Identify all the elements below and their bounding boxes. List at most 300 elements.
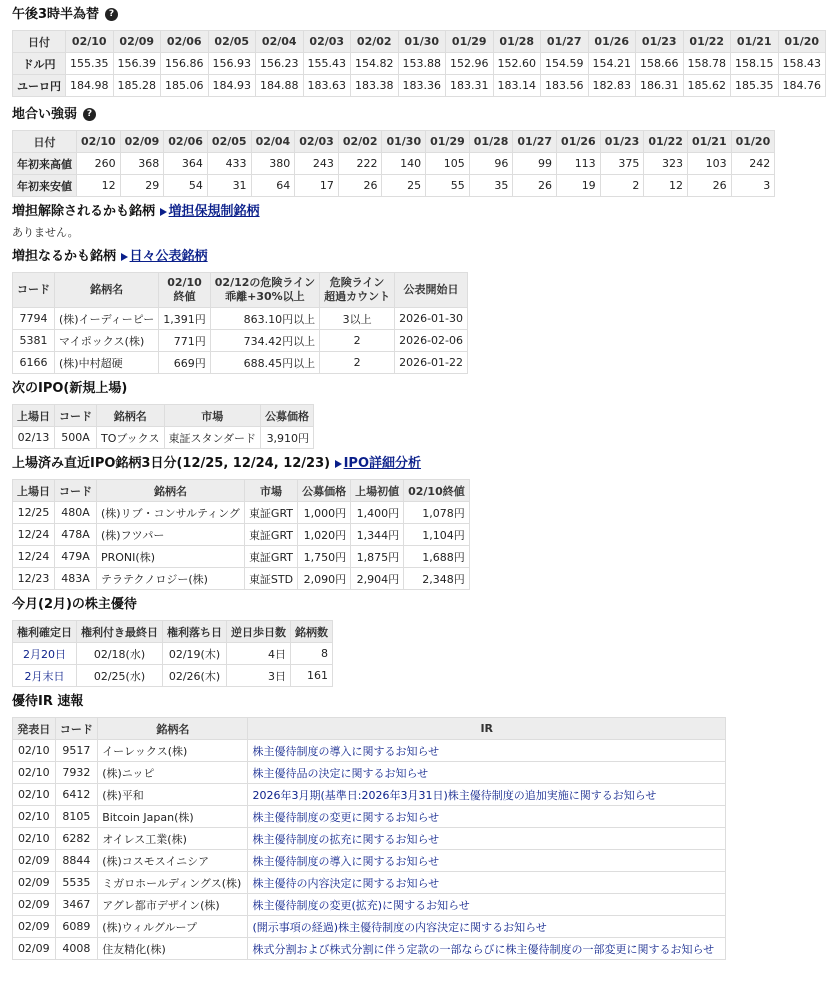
column-header: 02/10終値 [404,480,470,502]
value-cell: 12 [644,175,688,197]
cell-text: 5535 [62,876,91,889]
link-cell [248,872,726,894]
table-cell [163,643,227,665]
table-cell [98,938,248,960]
table-row [13,872,726,894]
row-label: 年初来高値 [13,153,77,175]
value-cell: 158.66 [636,53,684,75]
increase-table [12,272,468,374]
table-cell [298,568,351,590]
table-cell [163,665,227,687]
row-link[interactable]: 株主優待の内容決定に関するお知らせ [252,876,440,890]
cell-text: 02/18(水) [93,647,146,661]
cell-text: ミガロホールディングス(株) [102,876,242,890]
table-cell [98,894,248,916]
ir-table [12,717,726,960]
link-cell [13,643,77,665]
table-cell [291,665,333,687]
table-cell [55,894,98,916]
row-label: 年初来安値 [13,175,77,197]
table-row [13,916,726,938]
value-cell: 103 [687,153,731,175]
table-cell [404,568,470,590]
cell-text: (株)ウィルグループ [102,920,198,934]
ipo-recent-title: 上場済み直近IPO銘柄3日分(12/25, 12/24, 12/23) [12,456,331,471]
cell-text: 02/10 [17,788,50,801]
table-cell [298,546,351,568]
table-cell [261,427,314,449]
table-row [13,308,468,330]
cell-text: 02/09 [17,898,50,911]
value-cell: 154.82 [351,53,399,75]
table-cell [320,352,395,374]
cell-text: 734.42円以上 [243,334,316,348]
table-cell [97,568,245,590]
fx-table-wrap [0,30,821,97]
value-cell: 154.59 [541,53,589,75]
cell-text: 1,344円 [356,528,400,542]
cell-text: (株)平和 [102,788,144,802]
ipo-next-section-title: 次のIPO(新規上場) [12,381,128,396]
table-row [13,175,775,197]
increase-link[interactable] [121,249,208,264]
link-cell [248,740,726,762]
table-cell [395,352,468,374]
cell-text: 8 [321,647,328,660]
value-cell: 156.86 [161,53,209,75]
value-cell: 183.63 [303,75,351,97]
triangle-right-icon [121,253,128,261]
date-column-header: 02/10 [66,31,114,53]
table-row [13,153,775,175]
table-cell [227,643,291,665]
value-cell: 54 [164,175,208,197]
cell-text: 東証STD [248,572,294,586]
value-cell: 368 [120,153,164,175]
date-column-header: 02/04 [256,31,304,53]
cell-text: 02/09 [17,876,50,889]
value-cell: 140 [382,153,426,175]
table-row [13,850,726,872]
table-row [13,568,470,590]
cell-text: 478A [61,528,90,541]
cell-text: 2 [353,334,361,347]
date-column-header: 01/23 [600,131,644,153]
date-column-header: 01/23 [636,31,684,53]
release-section-title [0,201,760,223]
date-column-header: 01/22 [683,31,731,53]
cell-text: 3,910円 [266,431,310,445]
table-cell [13,938,56,960]
cell-text: 1,000円 [303,506,347,520]
table-row [13,894,726,916]
link-cell [248,806,726,828]
value-cell: 158.78 [683,53,731,75]
value-cell: 2 [600,175,644,197]
value-cell: 243 [295,153,339,175]
table-cell [77,665,163,687]
date-column-header: 02/05 [207,131,251,153]
cell-text: 1,078円 [422,506,465,520]
value-cell: 31 [207,175,251,197]
date-column-header: 02/10 [77,131,121,153]
table-cell [159,308,211,330]
value-cell: 183.56 [541,75,589,97]
cell-text: 1,391円 [163,312,206,326]
table-cell [13,427,55,449]
date-header: 日付 [13,31,66,53]
row-link[interactable]: (開示事項の経過)株主優待制度の内容決定に関するお知らせ [252,920,547,934]
row-link[interactable]: 株式分割および株式分割に伴う定款の一部ならびに株主優待制度の一部変更に関するお知らせ [252,942,715,956]
cell-text: 02/19(木) [168,647,221,661]
cell-text: 02/13 [17,431,50,444]
table-row [13,806,726,828]
cell-text: 7794 [19,312,48,325]
cell-text: (株)ニッピ [102,766,155,780]
column-header: 権利付き最終日 [77,621,163,643]
cell-text: 1,750円 [303,550,347,564]
link-cell [248,828,726,850]
table-cell [298,502,351,524]
table-cell [210,352,319,374]
table-row [13,665,333,687]
date-column-header: 02/06 [161,31,209,53]
column-header: コード [55,718,98,740]
table-cell [55,740,98,762]
cell-text: (株)フツパー [101,528,165,542]
table-cell [77,643,163,665]
cell-text: 161 [307,669,328,682]
cell-text: 688.45円以上 [243,356,316,370]
cell-text: イーレックス(株) [102,744,188,758]
date-column-header: 01/22 [644,131,688,153]
cell-text: 500A [61,431,90,444]
row-link[interactable]: 2026年3月期(基準日:2026年3月31日)株主優待制度の追加実施に関するお知らせ [252,788,657,802]
table-cell [13,850,56,872]
cell-text: (株)イーディーピー [59,312,155,326]
cell-text: 東証スタンダード [168,431,257,445]
link-cell [13,665,77,687]
date-header: 日付 [13,131,77,153]
cell-text: 771円 [173,334,206,348]
value-cell: 184.98 [66,75,114,97]
cell-text: 1,875円 [356,550,400,564]
row-link[interactable]: 2月末日 [24,669,65,683]
cell-text: 6166 [19,356,48,369]
date-column-header: 01/30 [398,31,446,53]
value-cell: 113 [557,153,601,175]
date-column-header: 01/21 [731,31,779,53]
strength-title: 地合い強弱 [12,107,78,122]
table-cell [97,524,245,546]
table-cell [13,762,56,784]
table-row [13,643,333,665]
value-cell: 26 [687,175,731,197]
column-header: 上場日 [13,405,55,427]
link-cell [248,762,726,784]
cell-text: 479A [61,550,90,563]
value-cell: 184.88 [256,75,304,97]
value-cell: 158.43 [778,53,826,75]
table-cell [320,308,395,330]
table-cell [351,546,404,568]
cell-text: マイポックス(株) [59,334,145,348]
row-link[interactable]: 株主優待制度の変更に関するお知らせ [252,810,440,824]
table-cell [159,352,211,374]
increase-link-label: 日々公表銘柄 [129,249,208,264]
table-cell [55,352,159,374]
value-cell: 156.39 [113,53,161,75]
column-header: 公表開始日 [395,273,468,308]
column-header: 公募価格 [298,480,351,502]
value-cell: 364 [164,153,208,175]
cell-text: 2026-02-06 [399,334,464,347]
value-cell: 26 [338,175,382,197]
help-icon[interactable]: ? [83,108,96,121]
row-link[interactable]: 株主優待品の決定に関するお知らせ [252,766,429,780]
yutai-table [12,620,333,687]
date-column-header: 02/05 [208,31,256,53]
table-cell [98,916,248,938]
cell-text: 5381 [19,334,48,347]
table-cell [227,665,291,687]
table-row [13,740,726,762]
table-cell [98,784,248,806]
cell-text: 6089 [62,920,91,933]
table-row [13,330,468,352]
table-cell [404,502,470,524]
column-header: 上場初値 [351,480,404,502]
value-cell: 64 [251,175,295,197]
value-cell: 3 [731,175,775,197]
column-header: 上場日 [13,480,55,502]
table-cell [13,330,55,352]
link-cell [248,916,726,938]
table-cell [13,828,56,850]
table-cell [13,524,55,546]
date-column-header: 01/27 [541,31,589,53]
column-header: コード [13,273,55,308]
link-cell [248,850,726,872]
value-cell: 55 [426,175,470,197]
value-cell: 156.23 [256,53,304,75]
date-column-header: 01/27 [513,131,557,153]
table-cell [55,872,98,894]
cell-text: 02/10 [17,832,50,845]
strength-section-title [0,104,760,126]
value-cell: 260 [77,153,121,175]
table-cell [13,568,55,590]
value-cell: 154.21 [588,53,636,75]
table-row [13,427,314,449]
cell-text: 2,348円 [422,572,465,586]
cell-text: 12/24 [17,528,50,541]
column-header: 権利確定日 [13,621,77,643]
date-column-header: 02/09 [120,131,164,153]
table-cell [55,502,97,524]
column-header: コード [55,480,97,502]
column-header: 権利落ち日 [163,621,227,643]
column-header: 銘柄数 [291,621,333,643]
table-cell [351,502,404,524]
strength-table-wrap [0,130,771,197]
cell-text: 12/25 [17,506,50,519]
value-cell: 185.06 [161,75,209,97]
value-cell: 182.83 [588,75,636,97]
column-header: 発表日 [13,718,56,740]
cell-text: 02/26(木) [168,669,221,683]
date-column-header: 01/21 [687,131,731,153]
date-column-header: 01/29 [446,31,494,53]
fx-table [12,30,826,97]
table-cell [55,938,98,960]
table-cell [55,308,159,330]
column-header: コード [55,405,97,427]
cell-text: 東証GRT [248,506,294,520]
value-cell: 183.38 [351,75,399,97]
table-cell [244,524,297,546]
table-cell [13,502,55,524]
cell-text: 3日 [268,669,286,683]
date-column-header: 01/28 [493,31,541,53]
table-cell [404,524,470,546]
cell-text: 2,090円 [303,572,347,586]
date-column-header: 01/20 [731,131,775,153]
increase-section-title [0,246,760,268]
table-cell [210,330,319,352]
cell-text: 4日 [268,647,286,661]
fx-title: 午後3時半為替 [12,7,100,22]
fx-section-title [0,4,760,26]
table-cell [97,502,245,524]
value-cell: 156.93 [208,53,256,75]
value-cell: 96 [469,153,513,175]
table-row [13,352,468,374]
cell-text: (株)リブ・コンサルティング [101,506,240,520]
column-header: 銘柄名 [98,718,248,740]
cell-text: TOブックス [101,431,160,445]
date-column-header: 02/03 [303,31,351,53]
value-cell: 380 [251,153,295,175]
cell-text: 1,104円 [422,528,465,542]
table-cell [244,568,297,590]
table-cell [13,308,55,330]
value-cell: 29 [120,175,164,197]
table-cell [351,524,404,546]
row-label: ユーロ円 [13,75,66,97]
ipo-detail-link-label: IPO詳細分析 [343,456,422,471]
table-row [13,546,470,568]
cell-text: 2,904円 [356,572,400,586]
column-header: 市場 [244,480,297,502]
value-cell: 183.31 [446,75,494,97]
value-cell: 105 [426,153,470,175]
table-cell [98,806,248,828]
cell-text: 9517 [62,744,91,757]
table-cell [13,916,56,938]
table-cell [98,850,248,872]
table-cell [98,872,248,894]
link-cell [248,784,726,806]
table-row [13,784,726,806]
ipo-detail-link[interactable] [335,456,421,471]
table-cell [13,784,56,806]
yutai-section-title: 今月(2月)の株主優待 [12,597,137,612]
table-cell [298,524,351,546]
table-row [13,524,470,546]
table-cell [13,740,56,762]
table-cell [395,330,468,352]
cell-text: 8105 [62,810,91,823]
column-header: 市場 [164,405,261,427]
row-link[interactable]: 株主優待制度の拡充に関するお知らせ [252,832,440,846]
row-link[interactable]: 2月20日 [23,647,66,661]
table-row [13,502,470,524]
help-icon[interactable]: ? [105,8,118,21]
row-link[interactable]: 株主優待制度の導入に関するお知らせ [252,854,440,868]
date-column-header: 02/03 [295,131,339,153]
table-cell [55,784,98,806]
ir-section-title: 優待IR 速報 [12,694,84,709]
date-column-header: 02/09 [113,31,161,53]
cell-text: 6412 [62,788,91,801]
cell-text: 7932 [62,766,91,779]
value-cell: 155.43 [303,53,351,75]
cell-text: 8844 [62,854,91,867]
value-cell: 155.35 [66,53,114,75]
cell-text: 483A [61,572,90,585]
table-cell [13,352,55,374]
cell-text: Bitcoin Japan(株) [102,810,194,824]
link-cell [248,894,726,916]
value-cell: 323 [644,153,688,175]
value-cell: 185.62 [683,75,731,97]
cell-text: 6282 [62,832,91,845]
column-header: 銘柄名 [55,273,159,308]
column-header: 逆日歩日数 [227,621,291,643]
table-cell [13,872,56,894]
value-cell: 184.76 [778,75,826,97]
ipo-recent-table [12,479,470,590]
value-cell: 153.88 [398,53,446,75]
value-cell: 185.28 [113,75,161,97]
date-column-header: 01/26 [557,131,601,153]
cell-text: 1,400円 [356,506,400,520]
release-empty-text: ありません。 [12,226,79,239]
table-row [13,828,726,850]
date-column-header: 02/04 [251,131,295,153]
release-link[interactable] [160,204,260,219]
cell-text: 863.10円以上 [243,312,316,326]
date-column-header: 01/26 [588,31,636,53]
cell-text: 02/09 [17,920,50,933]
value-cell: 185.35 [731,75,779,97]
cell-text: 480A [61,506,90,519]
cell-text: (株)コスモスイニシア [102,854,210,868]
table-cell [395,308,468,330]
table-cell [97,427,165,449]
table-cell [98,828,248,850]
cell-text: 02/09 [17,942,50,955]
date-column-header: 01/29 [426,131,470,153]
column-header: 銘柄名 [97,480,245,502]
value-cell: 99 [513,153,557,175]
row-link[interactable]: 株主優待制度の導入に関するお知らせ [252,744,440,758]
table-cell [55,916,98,938]
triangle-right-icon [160,208,167,216]
table-row [13,762,726,784]
row-link[interactable]: 株主優待制度の変更(拡充)に関するお知らせ [252,898,470,912]
